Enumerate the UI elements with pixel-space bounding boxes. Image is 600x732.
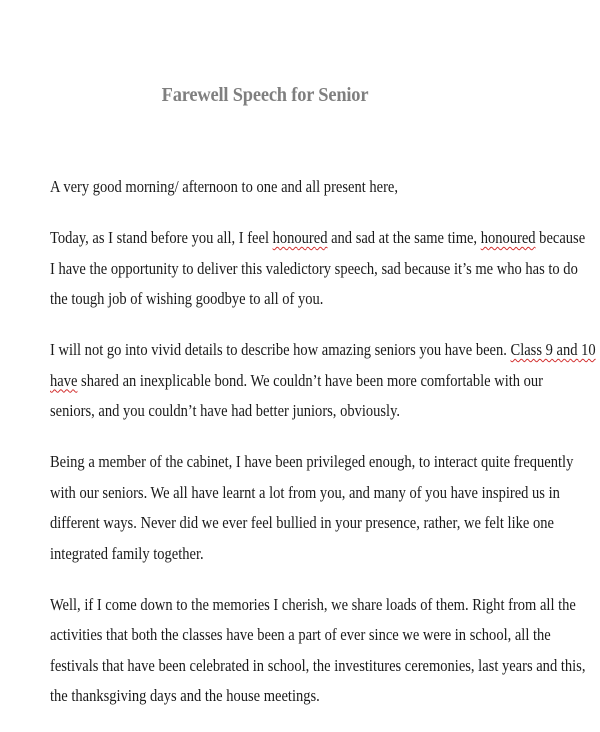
document-title: Farewell Speech for Senior xyxy=(161,84,369,106)
text-segment: integrated family together. xyxy=(50,543,204,563)
text-segment: Being a member of the cabinet, I have been privileged enough, to interact quite frequently xyxy=(50,452,574,471)
spellcheck-flagged-word: honoured xyxy=(272,228,328,247)
text-segment: I have the opportunity to deliver this valedictory speech, sad because it’s me who has to do xyxy=(50,258,578,278)
text-line xyxy=(50,651,586,682)
paragraph xyxy=(50,223,586,315)
text-line xyxy=(50,539,490,570)
text-line xyxy=(50,254,578,285)
text-segment: with our seniors. We all have learnt a lot from you, and many of you have inspired us in xyxy=(50,482,560,502)
spellcheck-flagged-word: Class 9 and 10 xyxy=(510,340,596,359)
paragraph xyxy=(50,590,586,712)
text-segment: seniors, and you couldn’t have had better juniors, obviously. xyxy=(50,401,401,420)
text-line xyxy=(50,396,490,427)
text-segment: A very good morning/ afternoon to one and all present here, xyxy=(50,177,398,196)
text-segment: because xyxy=(535,228,586,247)
text-line xyxy=(50,335,596,366)
text-line xyxy=(50,447,574,478)
text-segment: Well, if I come down to the memories I cherish, we share loads of them. Right from all the xyxy=(50,594,576,614)
text-segment: different ways. Never did we ever feel bullied in your presence, rather, we felt like one xyxy=(50,513,554,532)
spellcheck-flagged-word: have xyxy=(50,370,78,390)
text-segment: Today, as I stand before you all, I feel xyxy=(50,228,273,247)
text-segment: shared an inexplicable bond. We couldn’t have been more comfortable with our xyxy=(77,370,544,390)
text-line xyxy=(50,681,490,712)
text-line xyxy=(50,366,544,397)
text-line xyxy=(50,172,490,203)
paragraph xyxy=(50,335,596,427)
text-segment: the tough job of wishing goodbye to all of you. xyxy=(50,289,324,308)
text-segment: the thanksgiving days and the house meetings. xyxy=(50,686,320,705)
text-line xyxy=(50,223,586,254)
text-line xyxy=(50,508,554,539)
text-line xyxy=(50,284,490,315)
text-segment: I will not go into vivid details to describe how amazing seniors you have been. xyxy=(50,340,511,359)
text-segment: festivals that have been celebrated in school, the investitures ceremonies, last years and this, xyxy=(50,655,586,675)
text-line xyxy=(50,620,551,651)
text-segment: activities that both the classes have been a part of ever since we were in school, all the xyxy=(50,625,551,644)
document-body xyxy=(50,172,596,732)
text-segment: and sad at the same time, xyxy=(327,228,481,247)
paragraph xyxy=(50,172,550,203)
text-line xyxy=(50,478,560,509)
spellcheck-flagged-word: honoured xyxy=(480,228,536,247)
paragraph xyxy=(50,447,574,569)
text-line xyxy=(50,590,576,621)
